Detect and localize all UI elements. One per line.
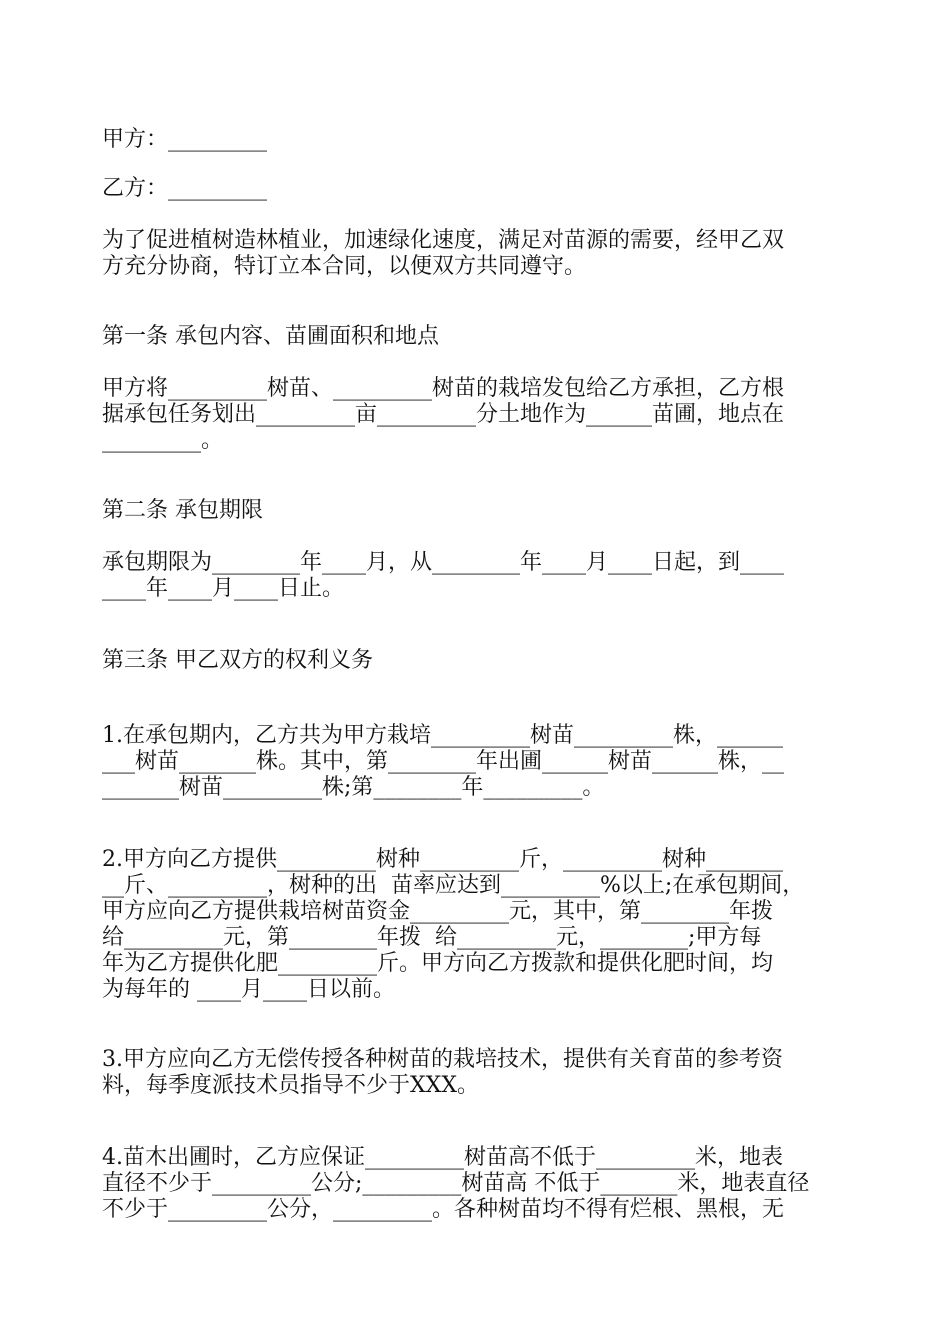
article3-item4-line: 不少于_________公分，_________。各种树苗均不得有烂根、黑根，无 <box>102 1197 785 1222</box>
article1-text-line: 据承包任务划出_________亩_________分土地作为______苗圃，地点在 <box>102 402 785 427</box>
article3-heading: 第三条 甲乙双方的权利义务 <box>102 648 373 673</box>
article3-item1-line: _______树苗_________株;第________年_________。 <box>102 775 605 800</box>
article3-item2-line: 2.甲方向乙方提供_________树种_________斤，_________树种_______ <box>102 847 783 872</box>
article1-heading: 第一条 承包内容、苗圃面积和地点 <box>102 324 439 349</box>
article3-item2-line: __斤、_________，树种的出 苗率应达到_________%以上;在承包期间， <box>102 873 805 898</box>
article3-item1-line: ___树苗_______株。其中，第________年出圃______树苗______株，__ <box>102 749 785 774</box>
article3-item4-line: 直径不少于_________公分;_________树苗高 不低于_______米，地表直径 <box>102 1171 810 1196</box>
article3-item2-line: 给_________元，第________年拨 给_________元，________;甲方每 <box>102 925 762 950</box>
preamble-line: 方充分协商，特订立本合同，以便双方共同遵守。 <box>102 254 587 279</box>
article3-item2-line: 甲方应向乙方提供栽培树苗资金_________元，其中，第________年拨 <box>102 899 774 924</box>
article1-text-line: 甲方将_________树苗、_________树苗的栽培发包给乙方承担，乙方根 <box>102 376 785 401</box>
article2-text-line: 承包期限为________年____月，从________年____月____日起，到____ <box>102 550 785 575</box>
preamble-line: 为了促进植树造林植业，加速绿化速度，满足对苗源的需要，经甲乙双 <box>102 228 785 253</box>
article3-item4-line: 4.苗木出圃时，乙方应保证_________树苗高不低于_________米，地表 <box>102 1145 783 1170</box>
article1-text-line: _________。 <box>102 428 224 453</box>
party-a-line: 甲方：_________ <box>102 127 268 152</box>
article3-item1-line: 1.在承包期内，乙方共为甲方栽培_________树苗_________株，______ <box>102 723 783 748</box>
party-b-line: 乙方：_________ <box>102 176 268 201</box>
article3-item2-line: 为每年的 ____月____日以前。 <box>102 977 395 1002</box>
article3-item2-line: 年为乙方提供化肥_________斤。甲方向乙方拨款和提供化肥时间，均 <box>102 951 774 976</box>
article3-item3-line: 3.甲方应向乙方无偿传授各种树苗的栽培技术，提供有关育苗的参考资 <box>102 1047 783 1072</box>
article2-text-line: ____年____月____日止。 <box>102 576 345 601</box>
article3-item3-line: 料，每季度派技术员指导不少于XXX。 <box>102 1073 479 1098</box>
article2-heading: 第二条 承包期限 <box>102 498 263 523</box>
